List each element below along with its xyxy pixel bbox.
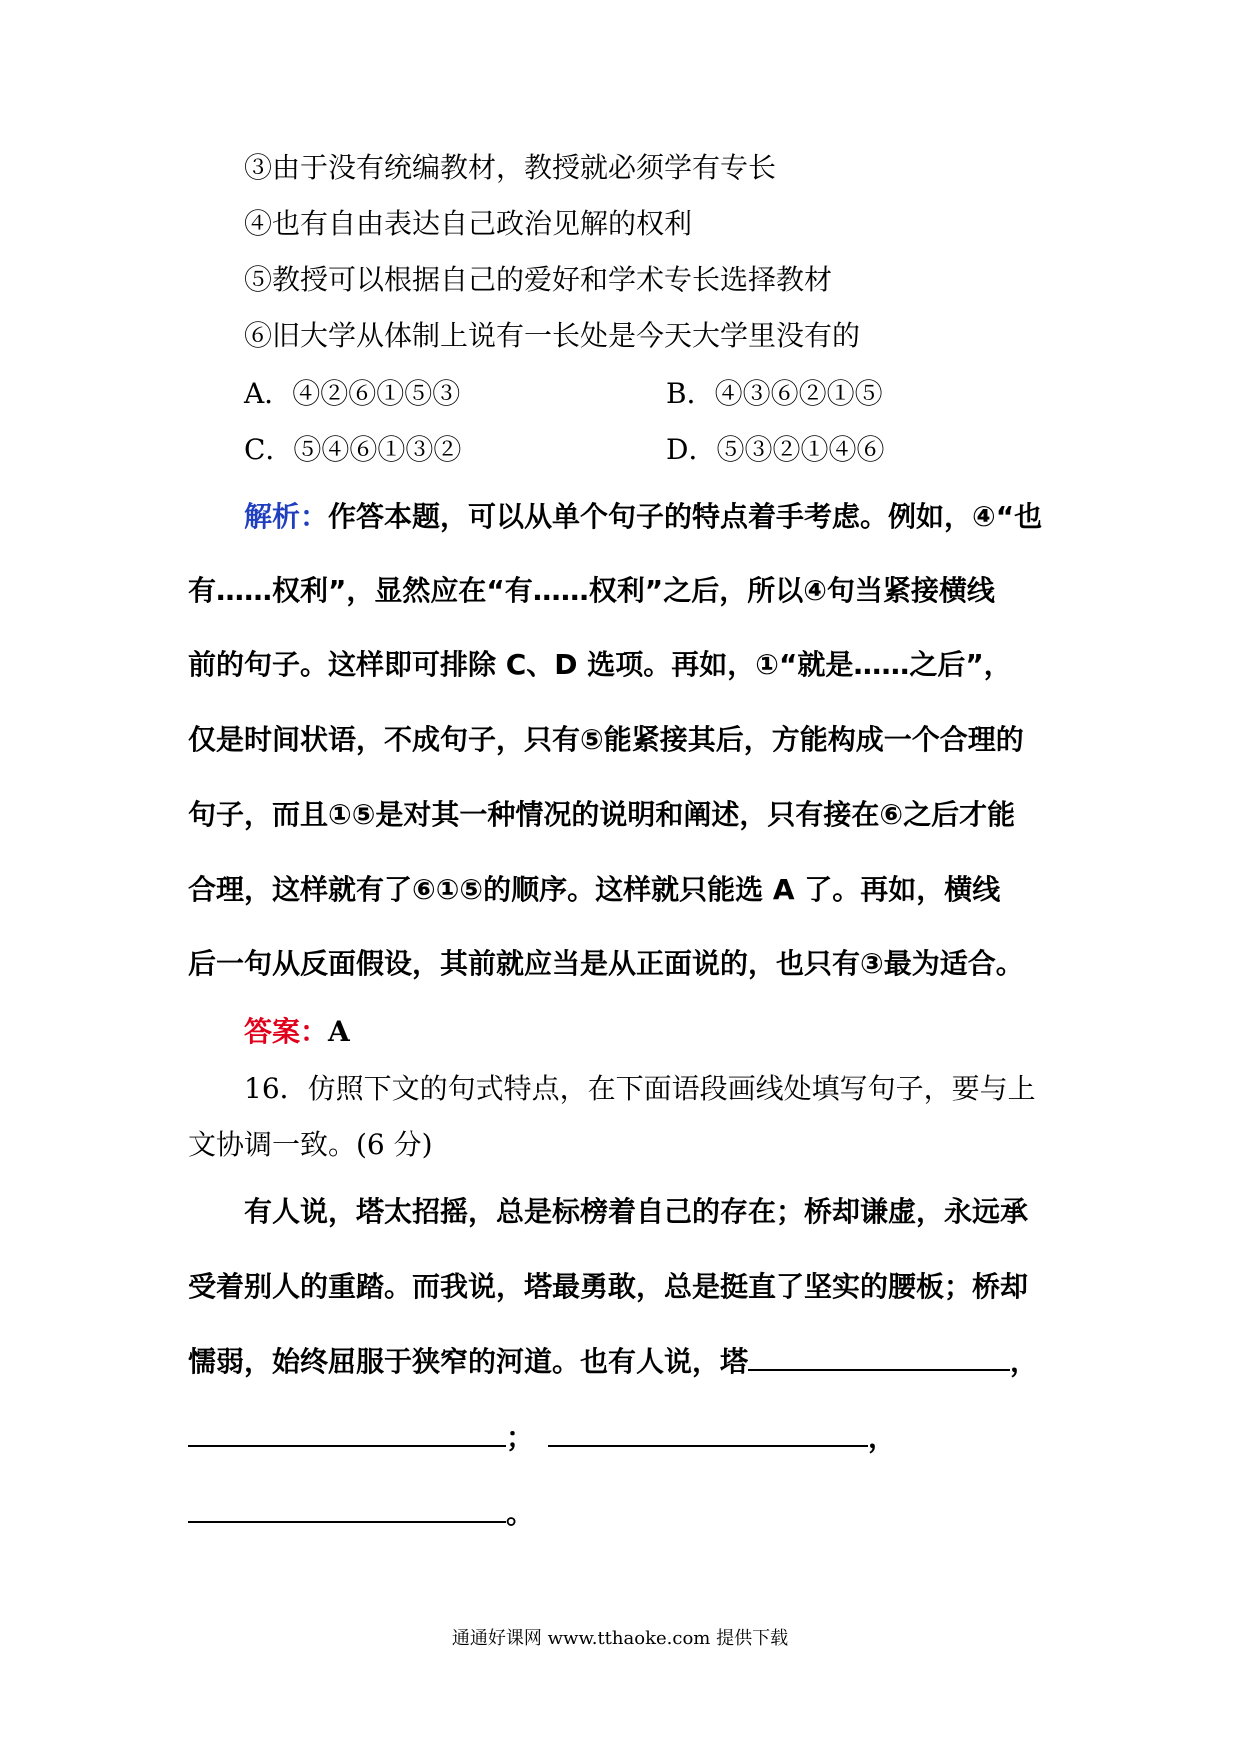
analysis-line-6: 合理，这样就有了⑥①⑤的顺序。这样就只能选 A 了。再如，横线: [188, 873, 1001, 906]
analysis-line-2: 有……权利”，显然应在“有……权利”之后，所以④句当紧接横线: [188, 574, 995, 607]
choice-c: C．⑤④⑥①③②: [244, 433, 462, 466]
fill-blank-4[interactable]: [188, 1495, 506, 1523]
analysis-line-1: [244, 497, 1042, 537]
blank-line-3: [188, 1494, 534, 1534]
fill-blank-3[interactable]: [548, 1419, 868, 1447]
punct-comma-2: ，: [868, 1421, 897, 1454]
passage-text-3: 懦弱，始终屈服于狭窄的河道。也有人说，塔: [188, 1345, 749, 1378]
passage-line-3: [188, 1342, 1038, 1382]
choice-b: B．④③⑥②①⑤: [666, 377, 883, 410]
answer-label: 答案：: [244, 1015, 329, 1048]
blank-line-2: [188, 1418, 896, 1458]
passage-line-1: 有人说，塔太招摇，总是标榜着自己的存在；桥却谦虚，永远承: [244, 1195, 1029, 1228]
sentence-3: ③由于没有统编教材，教授就必须学有专长: [244, 151, 777, 184]
question-16-line-2: 文协调一致。(6 分): [188, 1128, 433, 1161]
answer-line: [244, 1012, 350, 1052]
punct-period: 。: [506, 1497, 535, 1530]
analysis-line-7: 后一句从反面假设，其前就应当是从正面说的，也只有③最为适合。: [188, 947, 1024, 980]
fill-blank-1[interactable]: [748, 1343, 1010, 1371]
fill-blank-2[interactable]: [188, 1419, 506, 1447]
passage-line-2: 受着别人的重踏。而我说，塔最勇敢，总是挺直了坚实的腰板；桥却: [188, 1270, 1029, 1303]
analysis-line-5: 句子，而且①⑤是对其一种情况的说明和阐述，只有接在⑥之后才能: [188, 798, 1016, 831]
sentence-5: ⑤教授可以根据自己的爱好和学术专长选择教材: [244, 263, 833, 296]
analysis-line-4: 仅是时间状语，不成句子，只有⑤能紧接其后，方能构成一个合理的: [188, 723, 1024, 756]
question-16-line-1: 16．仿照下文的句式特点，在下面语段画线处填写句子，要与上: [244, 1072, 1036, 1105]
analysis-line-3: 前的句子。这样即可排除 C、D 选项。再如，①“就是……之后”，: [188, 648, 1012, 681]
footer-text: 通通好课网 www.tthaoke.com 提供下载: [451, 1628, 789, 1649]
sentence-6: ⑥旧大学从体制上说有一长处是今天大学里没有的: [244, 319, 861, 352]
analysis-text-1: 作答本题，可以从单个句子的特点着手考虑。例如，④“也: [328, 500, 1043, 533]
punct-semicolon: ；: [506, 1421, 535, 1454]
choice-d: D．⑤③②①④⑥: [666, 433, 885, 466]
sentence-4: ④也有自由表达自己政治见解的权利: [244, 207, 693, 240]
punct-comma-1: ，: [1010, 1345, 1039, 1378]
answer-value: A: [328, 1015, 350, 1048]
analysis-label: 解析：: [244, 500, 329, 533]
choice-a: A．④②⑥①⑤③: [244, 377, 461, 410]
